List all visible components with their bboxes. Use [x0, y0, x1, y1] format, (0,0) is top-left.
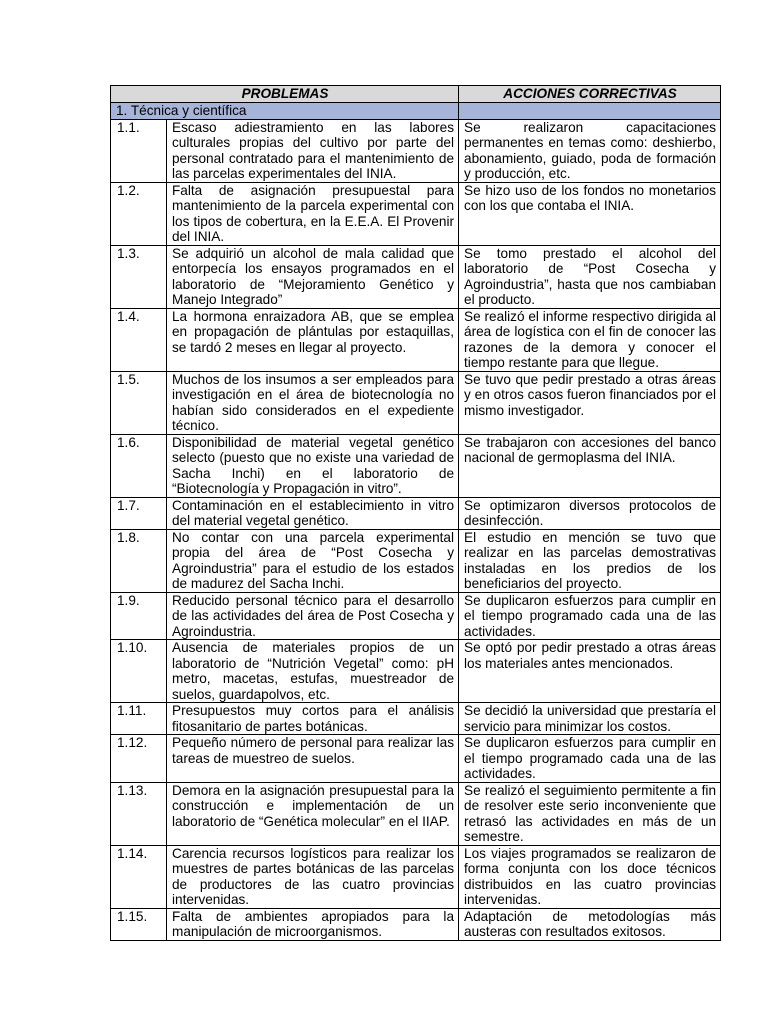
row-number: 1.7. [111, 497, 167, 529]
problem-cell: Falta de asignación presupuestal para mantenimiento de la parcela experimental con los tipos de cobertura, en la E.E.A. El Provenir del INIA. [167, 182, 459, 245]
action-cell: Los viajes programados se realizaron de forma conjunta con los doce técnicos distribuidos en las cuatro provincias intervenidas. [459, 845, 721, 908]
row-number: 1.3. [111, 245, 167, 308]
table-row [111, 308, 721, 371]
problem-cell: Demora en la asignación presupuestal para la construcción e implementación de un laboratorio de “Genética molecular” en el IIAP. [167, 782, 459, 845]
problem-cell: Pequeño número de personal para realizar las tareas de muestreo de suelos. [167, 735, 459, 783]
action-cell: Se tomo prestado el alcohol del laboratorio de “Post Cosecha y Agroindustria”, hasta que nos cambiaban el producto. [459, 245, 721, 308]
row-number: 1.11. [111, 703, 167, 735]
row-number: 1.5. [111, 371, 167, 434]
action-cell: Se realizó el seguimiento permitente a fin de resolver este serio inconveniente que retrasó las actividades en más de un semestre. [459, 782, 721, 845]
problems-actions-table [110, 85, 721, 941]
action-cell: Se hizo uso de los fondos no monetarios con los que contaba el INIA. [459, 182, 721, 245]
row-number: 1.14. [111, 845, 167, 908]
row-number: 1.12. [111, 735, 167, 783]
action-cell: Se realizaron capacitaciones permanentes en temas como: deshierbo, abonamiento, guiado, poda de formación y producción, etc. [459, 119, 721, 182]
action-cell: Se optó por pedir prestado a otras áreas los materiales antes mencionados. [459, 640, 721, 703]
section-row [111, 103, 721, 120]
table-row [111, 182, 721, 245]
action-cell: Se duplicaron esfuerzos para cumplir en el tiempo programado cada una de las actividades. [459, 592, 721, 640]
problem-cell: Escaso adiestramiento en las labores culturales propias del cultivo por parte del personal contratado para el mantenimiento de las parcelas experimentales del INIA. [167, 119, 459, 182]
action-cell: Se duplicaron esfuerzos para cumplir en el tiempo programado cada una de las actividades. [459, 735, 721, 783]
table-row [111, 434, 721, 497]
row-number: 1.6. [111, 434, 167, 497]
row-number: 1.10. [111, 640, 167, 703]
table-row [111, 119, 721, 182]
table-row [111, 845, 721, 908]
problem-cell: Muchos de los insumos a ser empleados para investigación en el área de biotecnología no habían sido considerados en el expediente técnico. [167, 371, 459, 434]
table-row [111, 497, 721, 529]
section-empty-cell [459, 103, 721, 120]
table-row [111, 592, 721, 640]
problem-cell: No contar con una parcela experimental propia del área de “Post Cosecha y Agroindustria” para el estudio de los estados de madurez del Sacha Inchi. [167, 529, 459, 592]
problem-cell: Ausencia de materiales propios de un laboratorio de “Nutrición Vegetal” como: pH metro, macetas, estufas, muestreador de suelos, guardapolvos, etc. [167, 640, 459, 703]
problem-cell: Reducido personal técnico para el desarrollo de las actividades del área de Post Cosecha y Agroindustria. [167, 592, 459, 640]
action-cell: Se trabajaron con accesiones del banco nacional de germoplasma del INIA. [459, 434, 721, 497]
problem-cell: Contaminación en el establecimiento in vitro del material vegetal genético. [167, 497, 459, 529]
row-number: 1.9. [111, 592, 167, 640]
table-row [111, 371, 721, 434]
table-row [111, 245, 721, 308]
row-number: 1.4. [111, 308, 167, 371]
problem-cell: Falta de ambientes apropiados para la manipulación de microorganismos. [167, 908, 459, 940]
table-row [111, 908, 721, 940]
problem-cell: La hormona enraizadora AB, que se emplea en propagación de plántulas por estaquillas, se tardó 2 meses en llegar al proyecto. [167, 308, 459, 371]
header-problems: PROBLEMAS [111, 86, 459, 103]
row-number: 1.1. [111, 119, 167, 182]
action-cell: Se tuvo que pedir prestado a otras áreas y en otros casos fueron financiados por el mismo investigador. [459, 371, 721, 434]
table-row [111, 529, 721, 592]
table-row [111, 703, 721, 735]
header-row [111, 86, 721, 103]
row-number: 1.15. [111, 908, 167, 940]
row-number: 1.8. [111, 529, 167, 592]
action-cell: Adaptación de metodologías más austeras con resultados exitosos. [459, 908, 721, 940]
table-row [111, 782, 721, 845]
action-cell: Se decidió la universidad que prestaría el servicio para minimizar los costos. [459, 703, 721, 735]
header-actions: ACCIONES CORRECTIVAS [459, 86, 721, 103]
action-cell: El estudio en mención se tuvo que realizar en las parcelas demostrativas instaladas en los predios de los beneficiarios del proyecto. [459, 529, 721, 592]
section-title: 1. Técnica y científica [111, 103, 459, 120]
problem-cell: Carencia recursos logísticos para realizar los muestres de partes botánicas de las parcelas de productores de las cuatro provincias intervenidas. [167, 845, 459, 908]
table-row [111, 640, 721, 703]
table-row [111, 735, 721, 783]
row-number: 1.13. [111, 782, 167, 845]
row-number: 1.2. [111, 182, 167, 245]
problem-cell: Se adquirió un alcohol de mala calidad que entorpecía los ensayos programados en el laboratorio de “Mejoramiento Genético y Manejo Integrado” [167, 245, 459, 308]
problem-cell: Disponibilidad de material vegetal genético selecto (puesto que no existe una variedad de Sacha Inchi) en el laboratorio de “Biotecnología y Propagación in vitro”. [167, 434, 459, 497]
problem-cell: Presupuestos muy cortos para el análisis fitosanitario de partes botánicas. [167, 703, 459, 735]
action-cell: Se optimizaron diversos protocolos de desinfección. [459, 497, 721, 529]
action-cell: Se realizó el informe respectivo dirigida al área de logística con el fin de conocer las razones de la demora y conocer el tiempo restante para que llegue. [459, 308, 721, 371]
